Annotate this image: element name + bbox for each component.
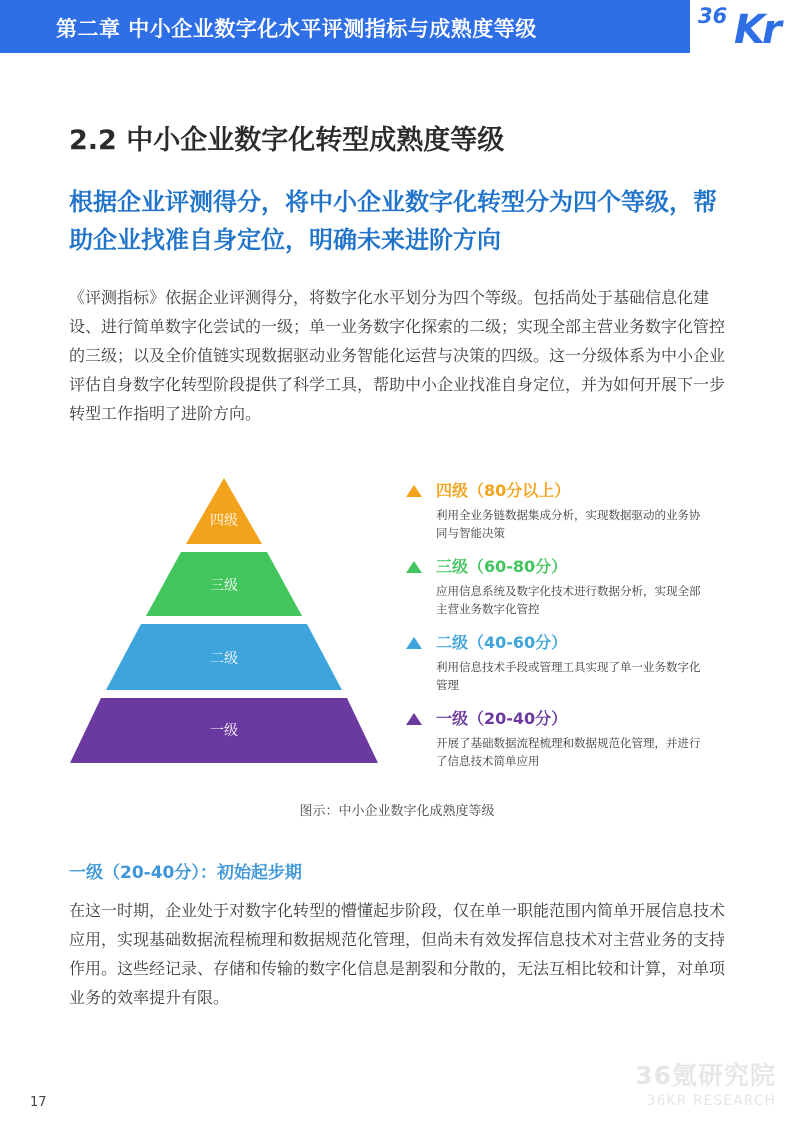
legend-description: 开展了基础数据流程梳理和数据规范化管理，并进行了信息技术简单应用 (436, 736, 701, 768)
section-subheading: 根据企业评测得分，将中小企业数字化转型分为四个等级，帮助企业找准自身定位，明确未来进阶方向 (69, 188, 717, 254)
section-title: 2.2 中小企业数字化转型成熟度等级 (69, 125, 505, 156)
logo-number: 36 (698, 4, 728, 28)
logo-letters: Kr (734, 7, 779, 53)
triangle-icon (406, 637, 422, 649)
maturity-pyramid (68, 476, 380, 766)
pyramid-label-level3: 三级 (210, 578, 238, 594)
pyramid-label-level1: 一级 (210, 723, 238, 739)
pyramid-label-level4: 四级 (210, 513, 238, 529)
legend-title: 二级（40-60分） (436, 633, 568, 652)
figure-caption: 图示：中小企业数字化成熟度等级 (299, 804, 495, 819)
phase-paragraph: 在这一时期，企业处于对数字化转型的懵懂起步阶段，仅在单一职能范围内简单开展信息技术应用，实现基础数据流程梳理和数据规范化管理，但尚未有效发挥信息技术对主营业务的支持作用。这些经记录、存储和传输的数字化信息是割裂和分散的，无法互相比较和计算，对单项业务的效率提升有限。 (69, 901, 726, 1007)
legend-description: 利用全业务链数据集成分析，实现数据驱动的业务协同与智能决策 (436, 508, 701, 540)
legend-title: 三级（60-80分） (436, 557, 568, 576)
phase-heading: 一级（20-40分）：初始起步期 (69, 863, 302, 883)
intro-paragraph: 《评测指标》依据企业评测得分，将数字化水平划分为四个等级。包括尚处于基础信息化建设、进行简单数字化尝试的一级；单一业务数字化探索的二级；实现全部主营业务数字化管控的三级；以及全价值链实现数据驱动业务智能化运营与决策的四级。这一分级体系为中小企业评估自身数字化转型阶段提供了科学工具，帮助中小企业找准自身定位，并为如何开展下一步转型工作指明了进阶方向。 (69, 288, 726, 423)
chapter-title: 第二章 中小企业数字化水平评测指标与成熟度等级 (56, 17, 537, 41)
watermark-cn: 36氪研究院 (635, 1061, 776, 1090)
page-number: 17 (30, 1095, 47, 1110)
legend-title: 四级（80分以上） (436, 481, 571, 500)
pyramid-label-level2: 二级 (210, 651, 238, 667)
watermark (635, 1056, 776, 1109)
header-band (0, 0, 690, 53)
legend-description: 利用信息技术手段或管理工具实现了单一业务数字化管理 (436, 660, 701, 692)
legend-title: 一级（20-40分） (436, 709, 568, 728)
legend-description: 应用信息系统及数字化技术进行数据分析，实现全部主营业务数字化管控 (436, 584, 701, 616)
triangle-icon (406, 713, 422, 725)
brand-logo (694, 2, 794, 52)
triangle-icon (406, 485, 422, 497)
triangle-icon (406, 561, 422, 573)
pyramid-tier-level4 (186, 478, 262, 544)
watermark-en: 36KR RESEARCH (646, 1093, 776, 1109)
